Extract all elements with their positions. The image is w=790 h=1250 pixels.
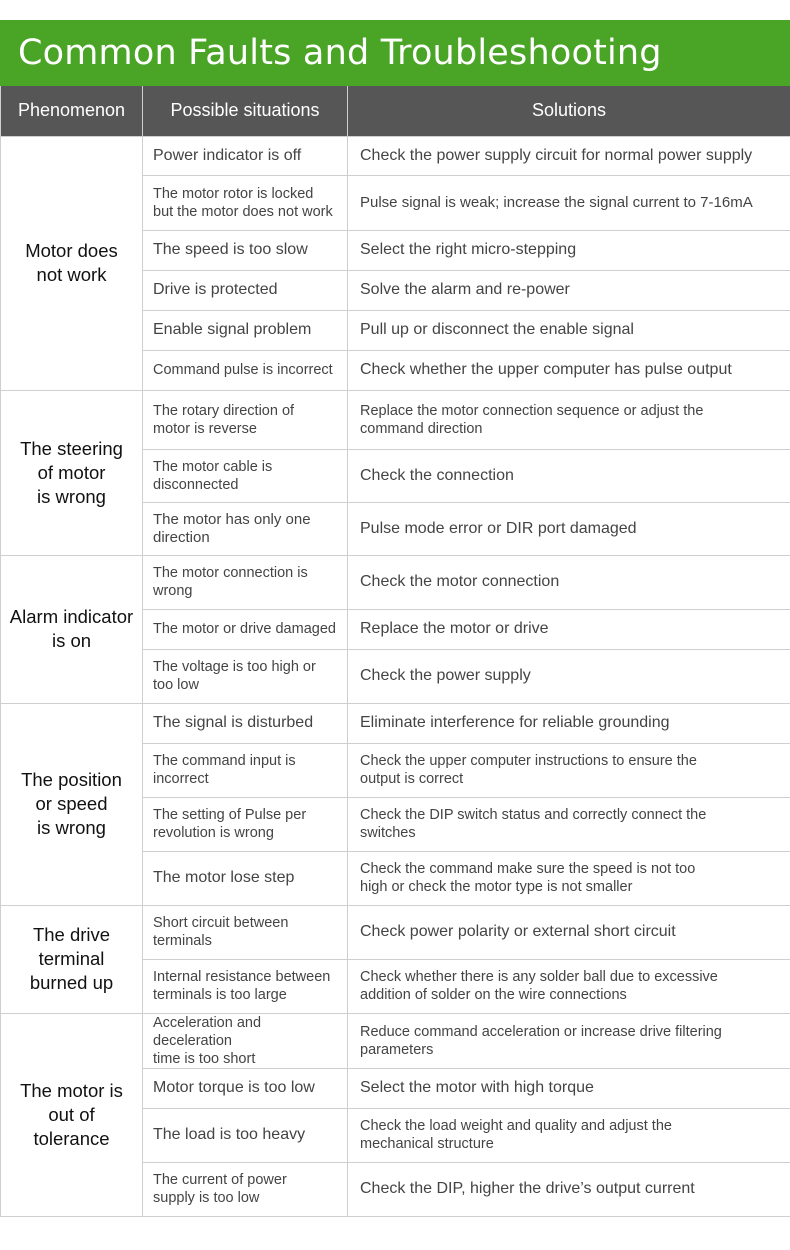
table-body <box>1 136 790 1216</box>
solution-cell: Replace the motor connection sequence or adjust the command direction <box>348 390 790 449</box>
situation-cell: The setting of Pulse per revolution is wrong <box>143 797 348 851</box>
situation-cell: The signal is disturbed <box>143 703 348 743</box>
table-row <box>1 1013 790 1068</box>
table-row <box>1 703 790 743</box>
table-row <box>1 905 790 959</box>
situation-cell: Drive is protected <box>143 270 348 310</box>
situation-cell: Power indicator is off <box>143 136 348 175</box>
situation-cell: Motor torque is too low <box>143 1068 348 1108</box>
phenomenon-cell: Alarm indicator is on <box>1 555 143 703</box>
solution-cell: Check power polarity or external short circuit <box>348 905 790 959</box>
solution-cell: Select the right micro-stepping <box>348 230 790 270</box>
situation-cell: The voltage is too high or too low <box>143 649 348 703</box>
phenomenon-cell: Motor does not work <box>1 136 143 390</box>
solution-cell: Pull up or disconnect the enable signal <box>348 310 790 350</box>
solution-cell: Solve the alarm and re-power <box>348 270 790 310</box>
situation-cell: Command pulse is incorrect <box>143 350 348 390</box>
situation-cell: The current of power supply is too low <box>143 1162 348 1216</box>
solution-cell: Pulse mode error or DIR port damaged <box>348 502 790 555</box>
situation-cell: The rotary direction of motor is reverse <box>143 390 348 449</box>
solution-cell: Check the DIP switch status and correctly connect the switches <box>348 797 790 851</box>
solution-cell: Reduce command acceleration or increase drive filtering parameters <box>348 1013 790 1068</box>
solution-cell: Check the command make sure the speed is not too high or check the motor type is not smaller <box>348 851 790 905</box>
page-title: Common Faults and Troubleshooting <box>0 20 790 86</box>
solution-cell: Check the connection <box>348 449 790 502</box>
solution-cell: Check the power supply circuit for normal power supply <box>348 136 790 175</box>
situation-cell: The speed is too slow <box>143 230 348 270</box>
phenomenon-cell: The drive terminal burned up <box>1 905 143 1013</box>
solution-cell: Select the motor with high torque <box>348 1068 790 1108</box>
table-row <box>1 390 790 449</box>
situation-cell: Internal resistance between terminals is too large <box>143 959 348 1013</box>
phenomenon-cell: The position or speed is wrong <box>1 703 143 905</box>
solution-cell: Check the power supply <box>348 649 790 703</box>
situation-cell: The motor connection is wrong <box>143 555 348 609</box>
situation-cell: Enable signal problem <box>143 310 348 350</box>
header-phenomenon: Phenomenon <box>1 86 143 136</box>
solution-cell: Replace the motor or drive <box>348 609 790 649</box>
solution-cell: Check the upper computer instructions to ensure the output is correct <box>348 743 790 797</box>
solution-cell: Check the motor connection <box>348 555 790 609</box>
solution-cell: Check the DIP, higher the drive’s output current <box>348 1162 790 1216</box>
header-solutions: Solutions <box>348 86 790 136</box>
table-row <box>1 555 790 609</box>
situation-cell: The motor rotor is locked but the motor does not work <box>143 175 348 230</box>
table-row <box>1 136 790 175</box>
situation-cell: The motor lose step <box>143 851 348 905</box>
situation-cell: The motor or drive damaged <box>143 609 348 649</box>
troubleshooting-table <box>0 86 790 1217</box>
table-header-row <box>1 86 790 136</box>
phenomenon-cell: The steering of motor is wrong <box>1 390 143 555</box>
solution-cell: Check the load weight and quality and adjust the mechanical structure <box>348 1108 790 1162</box>
phenomenon-cell: The motor is out of tolerance <box>1 1013 143 1216</box>
solution-cell: Eliminate interference for reliable grounding <box>348 703 790 743</box>
situation-cell: The load is too heavy <box>143 1108 348 1162</box>
situation-cell: The motor cable is disconnected <box>143 449 348 502</box>
situation-cell: The command input is incorrect <box>143 743 348 797</box>
situation-cell: Short circuit between terminals <box>143 905 348 959</box>
solution-cell: Check whether the upper computer has pulse output <box>348 350 790 390</box>
situation-cell: Acceleration and deceleration time is too short <box>143 1013 348 1068</box>
solution-cell: Pulse signal is weak; increase the signal current to 7-16mA <box>348 175 790 230</box>
solution-cell: Check whether there is any solder ball due to excessive addition of solder on the wire connections <box>348 959 790 1013</box>
header-possible-situations: Possible situations <box>143 86 348 136</box>
situation-cell: The motor has only one direction <box>143 502 348 555</box>
